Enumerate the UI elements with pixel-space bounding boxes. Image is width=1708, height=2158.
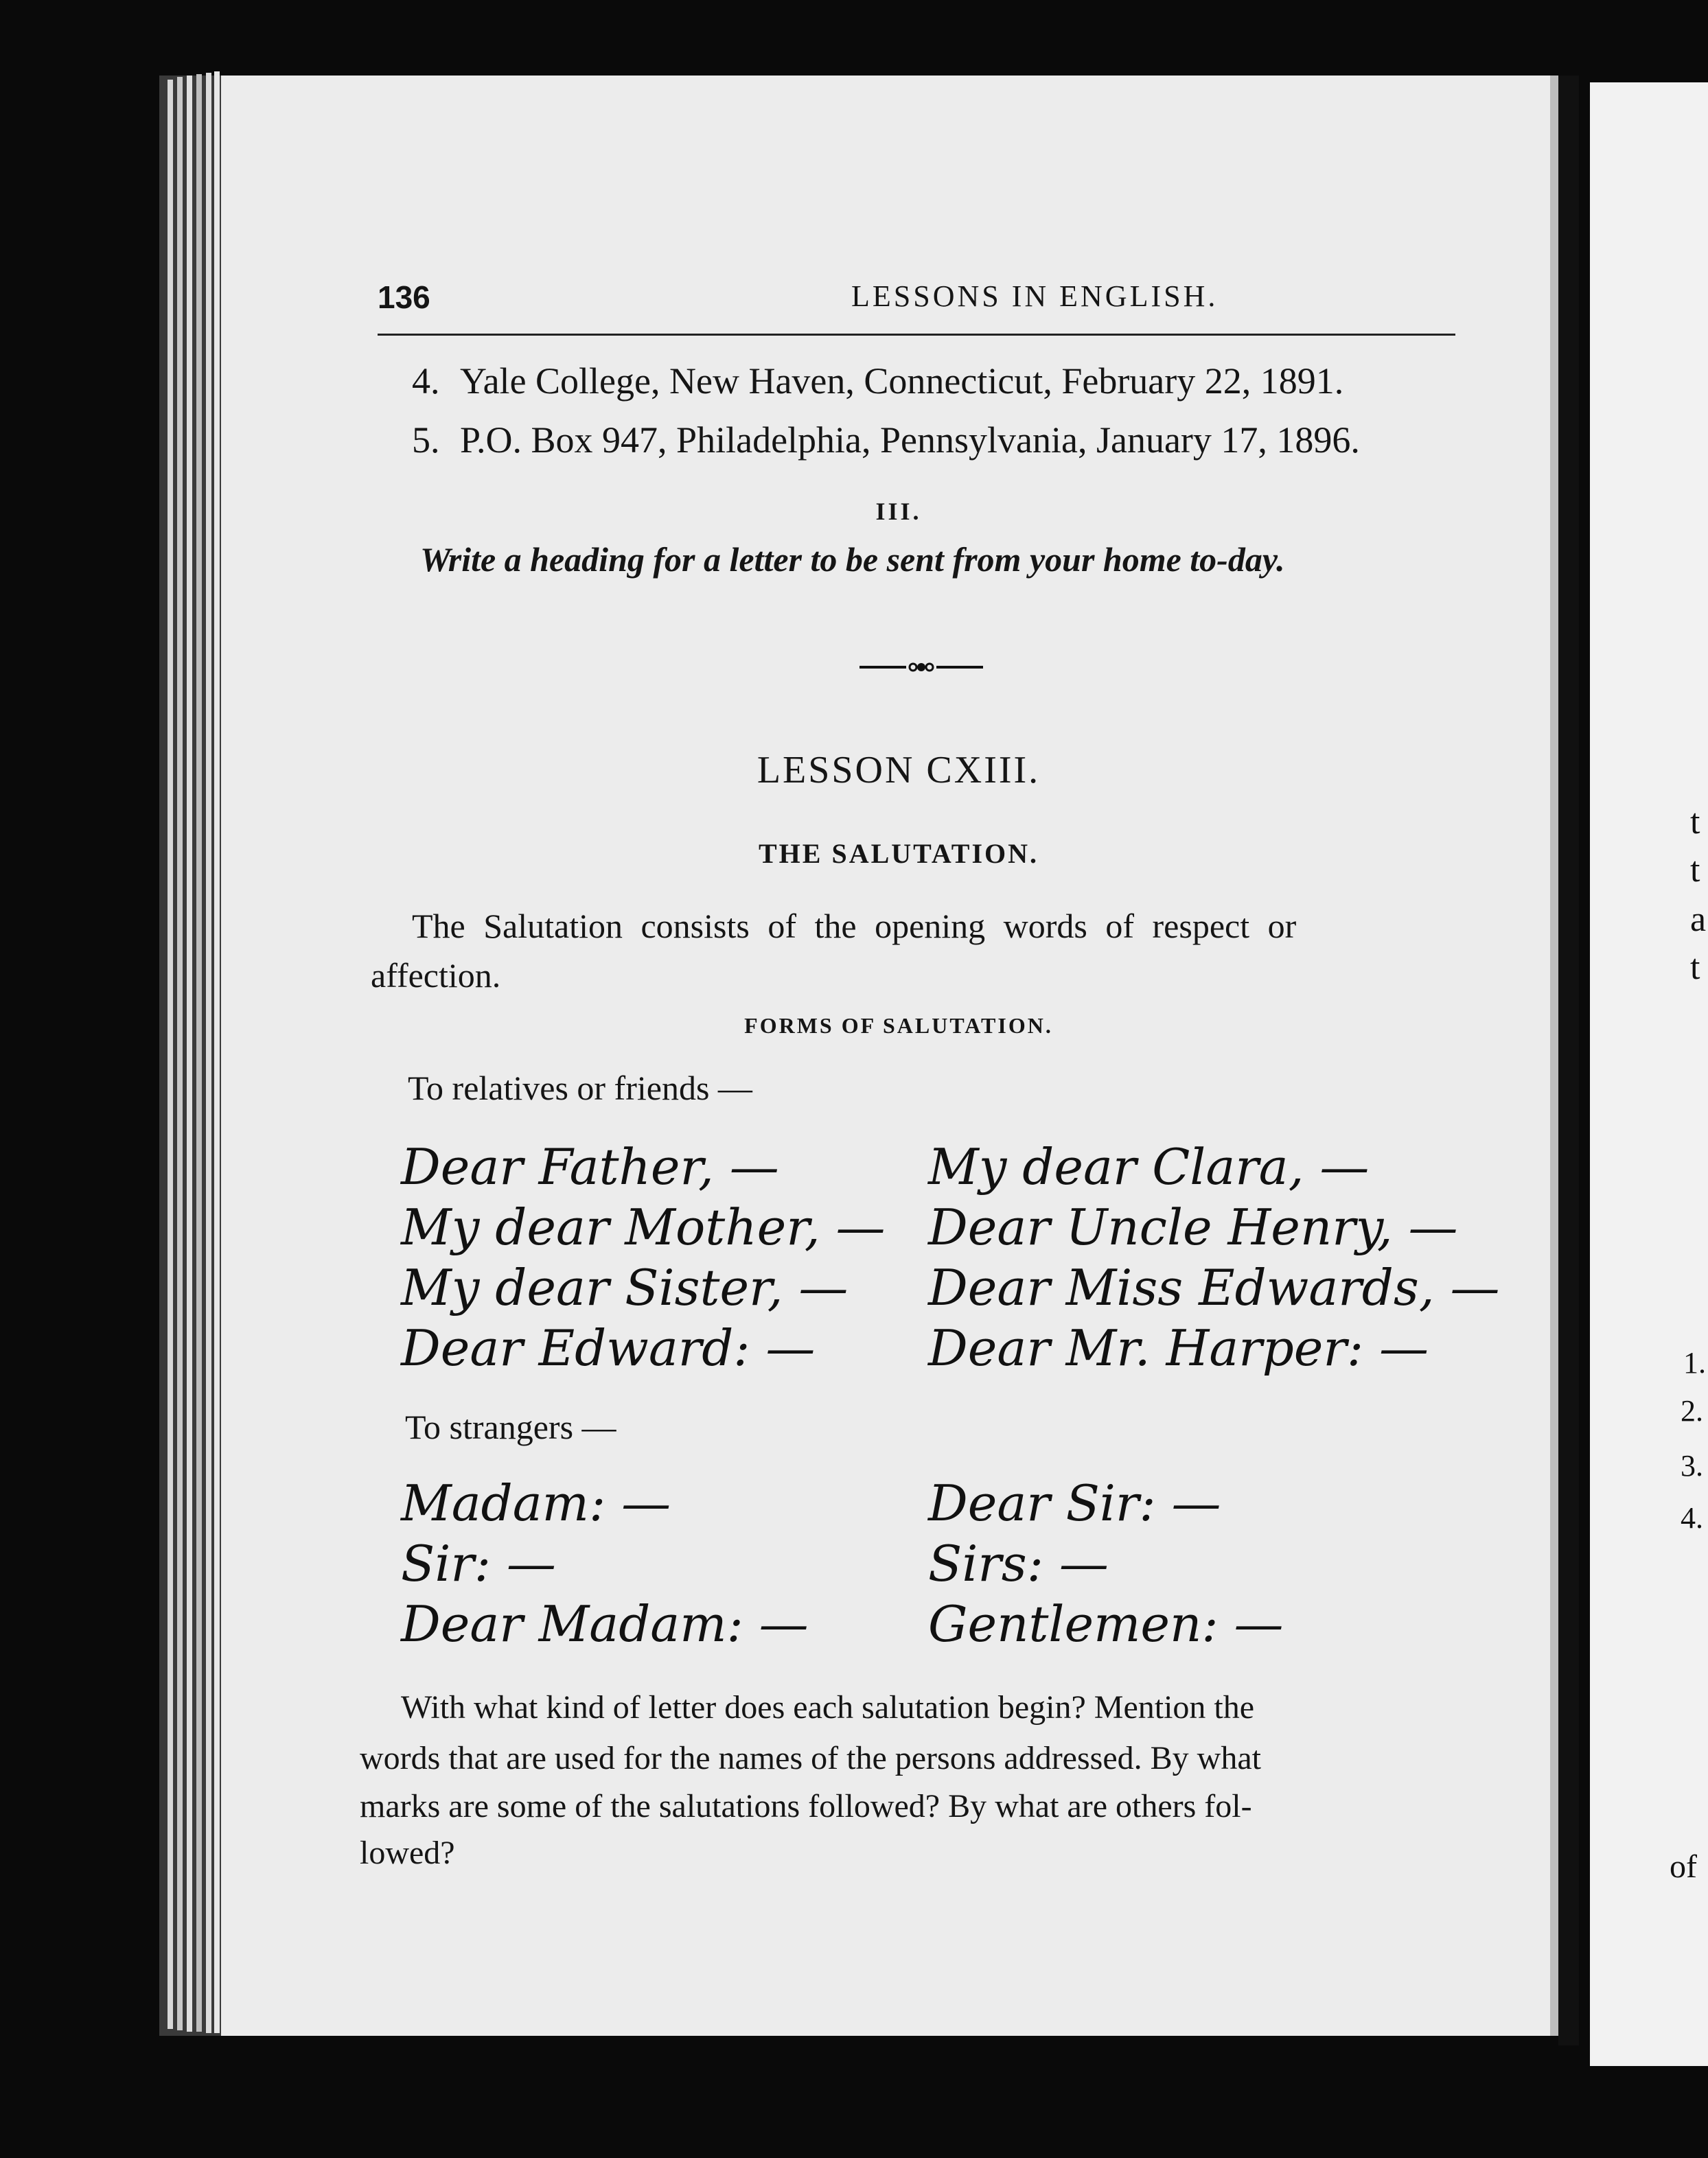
example-4: [412, 360, 1343, 402]
forms-heading: FORMS OF SALUTATION.: [744, 1013, 1053, 1038]
salutation-dear-sir: Dear Sir: —: [928, 1474, 1221, 1532]
page-number: 136: [378, 279, 430, 315]
facing-page-fragment: t: [1690, 948, 1700, 987]
header-rule: [378, 334, 1455, 336]
example-number: 4.: [412, 360, 440, 402]
relatives-label: To relatives or friends —: [408, 1069, 752, 1107]
exercise-section-number: III.: [875, 498, 922, 525]
salutation-dear-father: Dear Father, —: [401, 1138, 779, 1196]
salutation-gentlemen: Gentlemen: —: [928, 1595, 1284, 1653]
example-text: Yale College, New Haven, Connecticut, February 22, 1891.: [460, 360, 1344, 402]
question-line-4: lowed?: [360, 1835, 455, 1871]
salutation-dear-madam: Dear Madam: —: [401, 1595, 809, 1653]
salutation-dear-mr-harper: Dear Mr. Harper: —: [928, 1319, 1429, 1377]
intro-line-1: The Salutation consists of the opening words of respect or: [412, 907, 1297, 945]
salutation-my-dear-mother: My dear Mother, —: [401, 1198, 886, 1256]
facing-page-fragment: 2.: [1681, 1394, 1703, 1428]
running-title: LESSONS IN ENGLISH.: [851, 279, 1219, 313]
facing-page-fragment: 1.: [1683, 1346, 1706, 1380]
salutation-my-dear-clara: My dear Clara, —: [928, 1138, 1370, 1196]
salutation-sirs: Sirs: —: [928, 1535, 1109, 1592]
lesson-subtitle: THE SALUTATION.: [758, 838, 1039, 869]
ornament-divider: [859, 660, 983, 674]
example-5: [412, 419, 1360, 461]
example-text: P.O. Box 947, Philadelphia, Pennsylvania, January 17, 1896.: [460, 419, 1360, 461]
page-header: [378, 279, 1469, 327]
question-line-1: With what kind of letter does each salutation begin? Mention the: [401, 1689, 1255, 1726]
facing-page-fragment: of: [1670, 1848, 1697, 1885]
question-line-2: words that are used for the names of the persons addressed. By what: [360, 1740, 1261, 1776]
intro-line-2: affection.: [371, 956, 501, 995]
salutation-dear-edward: Dear Edward: —: [401, 1319, 816, 1377]
facing-page-fragment: t: [1690, 802, 1700, 842]
question-line-3: marks are some of the salutations followed? By what are others fol-: [360, 1788, 1252, 1824]
salutation-dear-miss-edwards: Dear Miss Edwards, —: [928, 1259, 1500, 1316]
example-number: 5.: [412, 419, 440, 461]
facing-page-fragment: 4.: [1681, 1501, 1703, 1535]
exercise-instruction: Write a heading for a letter to be sent from your home to-day.: [420, 540, 1285, 579]
facing-page-fragment: t: [1690, 850, 1700, 890]
salutation-sir: Sir: —: [401, 1535, 556, 1592]
facing-page-fragment: a: [1690, 900, 1707, 939]
salutation-my-dear-sister: My dear Sister, —: [401, 1259, 849, 1316]
salutation-dear-uncle-henry: Dear Uncle Henry, —: [928, 1198, 1458, 1256]
salutation-madam: Madam: —: [401, 1474, 671, 1532]
lesson-title: LESSON CXIII.: [757, 749, 1041, 791]
facing-page-fragment: 3.: [1681, 1449, 1703, 1483]
left-page: [221, 76, 1576, 2036]
strangers-label: To strangers —: [405, 1408, 616, 1446]
